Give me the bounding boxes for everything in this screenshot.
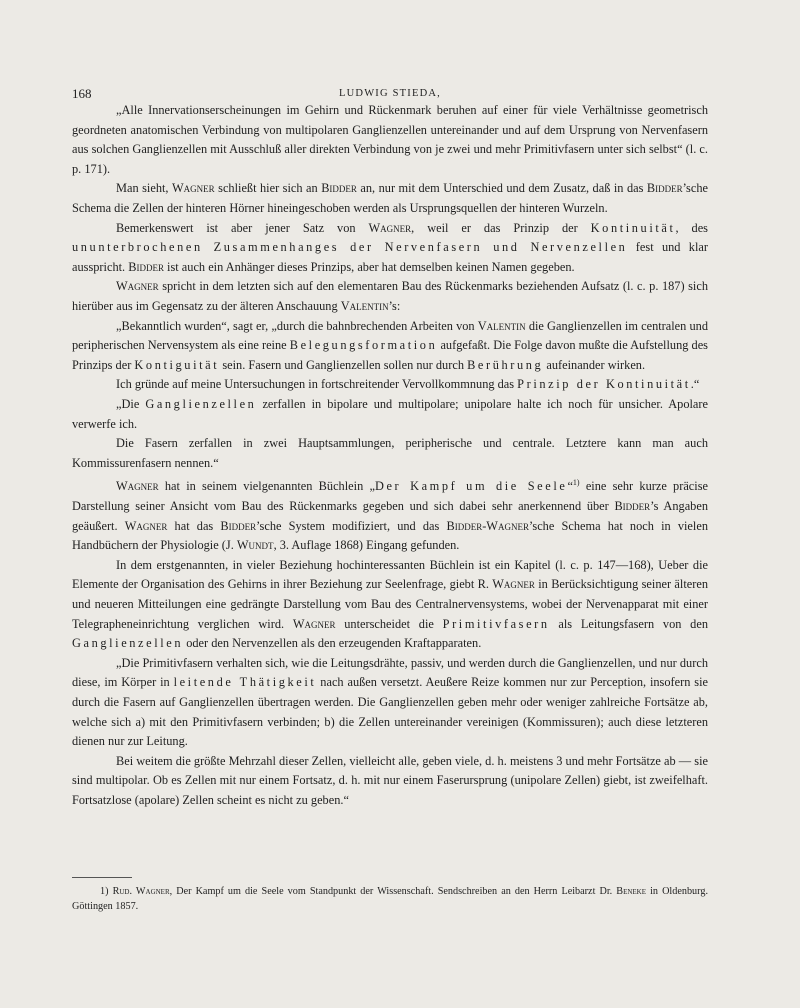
text-run: zerfallen in bipolare und multipolare; unipolare halte ich noch für unsicher. Apolare verwerfe ich. [72, 396, 708, 431]
author-name: Bidder [614, 498, 651, 513]
author-name: Wagner [368, 220, 412, 235]
text-run: in Oldenburg. Göttingen 1857. [72, 886, 709, 912]
text-run: , weil er das Prinzip der [411, 220, 591, 235]
text-run: die Ganglienzellen im centralen und peripherischen Nervensystem als eine reine [72, 318, 709, 353]
paragraph [72, 654, 708, 752]
author-name: Beneke [616, 886, 647, 897]
text-run: „Die [116, 396, 146, 411]
author-name: Wagner [492, 577, 535, 592]
emphasized-text: Prinzip der Kontinuität [517, 377, 691, 392]
text-run: an, nur mit dem Unterschied und dem Zusatz, daß in das [356, 181, 647, 196]
text-run: hat in seinem vielgenannten Büchlein „ [158, 479, 375, 494]
emphasized-text: Kontinuität [590, 220, 676, 235]
text-run: in Berücksichtigung seiner älteren und neueren Mitteilungen eine gedrängte Darstellung vom Bau des Centralnervensystems, wobei der Nervenapparat mit einer Telegrapheneinrichtung verglichen wird. [72, 577, 708, 631]
text-run: unterscheidet die [335, 616, 443, 631]
text-run: Bemerkenswert ist aber jener Satz von [116, 220, 369, 235]
text-run: oder den Nervenzellen als den erzeugenden Kraftapparaten. [183, 636, 482, 651]
paragraph [72, 101, 708, 179]
text-run: schließt hier sich an [214, 181, 322, 196]
text-run: 1) [100, 886, 113, 897]
emphasized-text: Ganglienzellen [145, 396, 257, 411]
paragraph [72, 395, 708, 434]
emphasized-text: Kontiguität [134, 357, 220, 372]
footnote [72, 884, 708, 914]
text-run: , 3. Auflage 1868) Eingang gefunden. [273, 538, 460, 553]
emphasized-text: Belegungsformation [289, 338, 438, 353]
paragraph [72, 179, 708, 218]
emphasized-text: Berührung [467, 357, 544, 372]
text-run: eine sehr kurze präcise Darstellung seiner Ansicht vom Bau des Rückenmarks gegeben und sich dabei sehr anerkennend über [72, 479, 708, 513]
author-name: Bidder-Wagner [446, 518, 529, 533]
text-run: „Bekanntlich wurden“, sagt er, „durch die bahnbrechenden Arbeiten von [116, 318, 478, 333]
text-run: ’sche System modifiziert, und das [256, 518, 447, 533]
text-run: „Alle Innervationserscheinungen im Gehirn und Rückenmark beruhen auf einer für viele Verhältnisse geometrisch geordneten anatomischen Verbindung von multipolaren Ganglienzellen untereinander und auf dem Ursprung von Nervenfasern aus solchen Ganglienzellen mit Ausschluß aller direkten Verbindung von je zwei und mehr Primitivfasern unter sich selbst“ (l. c. p. 171). [72, 103, 708, 176]
text-run: ’sche Schema die Zellen der hinteren Hörner hineingeschoben werden als Ursprungsquellen der hinteren Wurzeln. [72, 181, 708, 215]
text-run: Bei weitem die größte Mehrzahl dieser Zellen, vielleicht alle, geben viele, d. h. meistens 3 und mehr Fortsätze ab — sie sind multipolar. Ob es Zellen mit nur einem Fortsatz, d. h. mit nur einem Faserursprung (unipolare Zellen) giebt, ist zweifelhaft. Fortsatzlose (apolare) Zellen scheint es nicht zu geben.“ [72, 753, 708, 807]
paragraph [72, 277, 708, 316]
page-number: 168 [72, 86, 92, 101]
running-head: LUDWIG STIEDA, [339, 88, 441, 99]
text-run: sein. Fasern und Ganglienzellen sollen nur durch [219, 357, 468, 372]
emphasized-text: ununterbrochenen Zusammenhanges der Nervenfasern und Nervenzellen [72, 240, 628, 255]
text-run: ’s Angaben geäußert. [72, 498, 708, 533]
text-run: .“ [690, 377, 700, 392]
footnote-reference: 1) [572, 478, 580, 488]
emphasized-text: Ganglienzellen [72, 636, 184, 651]
footnotes [72, 884, 708, 914]
text-run: Die Fasern zerfallen in zwei Hauptsammlungen, peripherische und centrale. Letztere kann man auch Kommissurenfasern nennen.“ [72, 436, 708, 470]
text-run: spricht in dem letzten sich auf den elementaren Bau des Rückenmarks beziehenden Aufsatz (l. c. p. 187) sich hierüber aus im Gegensatz zu der älteren Anschauung [72, 279, 708, 313]
paragraph [72, 473, 708, 555]
author-name: Wundt [236, 538, 274, 553]
text-run: In dem erstgenannten, in vieler Beziehung hochinteressanten Büchlein ist ein Kapitel (l. c. p. 147—168), Ueber die Elemente der Organisation des Gehirns in ihrer Beziehung zur Seelenfrage, giebt R. [72, 557, 708, 592]
body-text [72, 101, 708, 810]
author-name: Bidder [220, 518, 257, 533]
author-name: Bidder [646, 181, 683, 196]
text-run: fest und klar ausspricht. [72, 240, 708, 274]
paragraph [72, 434, 708, 473]
emphasized-text: Primitivfasern [442, 616, 550, 631]
paragraph [72, 375, 708, 395]
text-run: ’sche Schema hat noch in vielen Handbüchern der Physiologie (J. [72, 518, 708, 553]
author-name: Valentin [340, 298, 389, 313]
author-name: Wagner [116, 479, 159, 494]
footnote-rule [72, 877, 132, 878]
text-run: , des [675, 220, 708, 235]
paragraph [72, 219, 708, 278]
text-run: „Die Primitivfasern verhalten sich, wie die Leitungsdrähte, passiv, und werden durch die Ganglienzellen, und nur durch diese, im Körper in [72, 655, 708, 690]
text-run: Ich gründe auf meine Untersuchungen in fortschreitender Vervollkommnung das [116, 377, 518, 392]
author-name: Wagner [124, 518, 168, 533]
author-name: Bidder [321, 181, 357, 196]
author-name: Wagner [172, 181, 215, 196]
emphasized-text: leitende Thätigkeit [173, 675, 317, 690]
text-run: nach außen versetzt. Aeußere Reize kommen nur zur Perception, insofern sie durch die Fasern auf Ganglienzellen übertragen werden. Die Ganglienzellen geben mehr oder weniger zahlreiche Fortsätze ab, welche sich a) mit den Primitivfasern verbinden; b) die Zellen untereinander vereinigen (Kommissuren); auch diese letzteren dienen nur zur Leitung. [72, 675, 708, 749]
author-name: Wagner [116, 279, 159, 294]
text-run: aufeinander wirken. [543, 357, 646, 372]
author-name: Rud. Wagner [112, 886, 170, 897]
text-run: “ [567, 479, 573, 494]
text-run: hat das [167, 518, 221, 533]
text-run: ist auch ein Anhänger dieses Prinzips, aber hat demselben keinen Namen gegeben. [163, 259, 575, 274]
text-run: als Leitungsfasern von den [549, 616, 708, 631]
paragraph [72, 556, 708, 654]
paragraph [72, 752, 708, 811]
text-run: , Der Kampf um die Seele vom Standpunkt der Wissenschaft. Sendschreiben an den Herrn Leibarzt Dr. [169, 886, 617, 897]
author-name: Wagner [292, 616, 336, 631]
text-run: aufgefaßt. Die Folge davon mußte die Aufstellung des Prinzips der [72, 338, 708, 372]
text-run: ’s: [388, 298, 401, 313]
author-name: Bidder [128, 259, 164, 274]
paragraph [72, 317, 708, 376]
emphasized-text: Der Kampf um die Seele [374, 479, 568, 494]
author-name: Valentin [477, 318, 526, 333]
text-run: Man sieht, [116, 181, 172, 196]
